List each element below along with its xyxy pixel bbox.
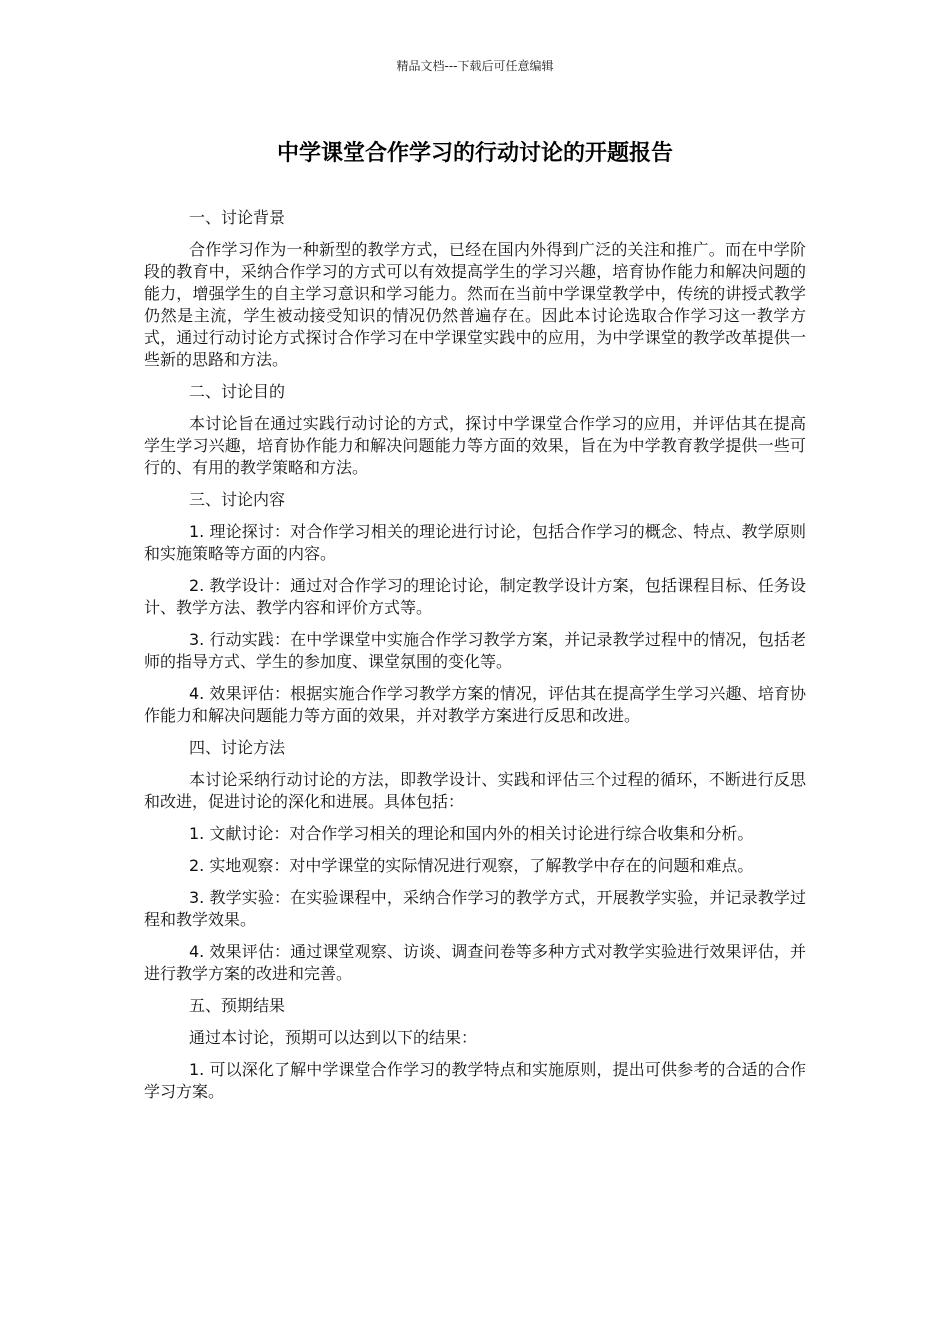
paragraph-expected: 通过本讨论，预期可以达到以下的结果： xyxy=(189,1028,478,1047)
section-heading-method: 四、讨论方法 xyxy=(189,738,286,757)
document-title: 中学课堂合作学习的行动讨论的开题报告 xyxy=(276,141,673,166)
section-heading-purpose: 二、讨论目的 xyxy=(189,382,286,401)
section-heading-expected: 五、预期结果 xyxy=(189,996,286,1015)
document-body xyxy=(144,207,806,1113)
method-item-2: 2. 实地观察：对中学课堂的实际情况进行观察，了解教学中存在的问题和难点。 xyxy=(189,856,754,875)
section-heading-background: 一、讨论背景 xyxy=(189,208,286,227)
paragraph-purpose: 本讨论旨在通过实践行动讨论的方式，探讨中学课堂合作学习的应用，并评估其在提高学生学习兴趣，培育协作能力和解决问题能力等方面的效果，旨在为中学教育教学提供一些可行的、有用的教学策略和方法。 xyxy=(144,414,806,477)
method-item-1: 1. 文献讨论：对合作学习相关的理论和国内外的相关讨论进行综合收集和分析。 xyxy=(189,824,754,843)
method-item-3: 3. 教学实验：在实验课程中，采纳合作学习的教学方式，开展教学实验，并记录教学过程和教学效果。 xyxy=(144,888,806,929)
expected-item-1: 1. 可以深化了解中学课堂合作学习的教学特点和实施原则，提出可供参考的合适的合作学习方案。 xyxy=(144,1060,806,1101)
paragraph-method: 本讨论采纳行动讨论的方法，即教学设计、实践和评估三个过程的循环，不断进行反思和改进，促进讨论的深化和进展。具体包括： xyxy=(144,770,806,811)
content-item-1: 1. 理论探讨：对合作学习相关的理论进行讨论，包括合作学习的概念、特点、教学原则和实施策略等方面的内容。 xyxy=(144,522,806,563)
content-item-4: 4. 效果评估：根据实施合作学习教学方案的情况，评估其在提高学生学习兴趣、培育协作能力和解决问题能力等方面的效果，并对教学方案进行反思和改进。 xyxy=(144,684,806,725)
content-item-3: 3. 行动实践：在中学课堂中实施合作学习教学方案，并记录教学过程中的情况，包括老师的指导方式、学生的参加度、课堂氛围的变化等。 xyxy=(144,630,806,671)
method-item-4: 4. 效果评估：通过课堂观察、访谈、调查问卷等多种方式对教学实验进行效果评估，并进行教学方案的改进和完善。 xyxy=(144,942,806,983)
content-item-2: 2. 教学设计：通过对合作学习的理论讨论，制定教学设计方案，包括课程目标、任务设计、教学方法、教学内容和评价方式等。 xyxy=(144,576,806,617)
section-heading-content: 三、讨论内容 xyxy=(189,490,286,509)
paragraph-background: 合作学习作为一种新型的教学方式，已经在国内外得到广泛的关注和推广。而在中学阶段的教育中，采纳合作学习的方式可以有效提高学生的学习兴趣，培育协作能力和解决问题的能力，增强学生的自主学习意识和学习能力。然而在当前中学课堂教学中，传统的讲授式教学仍然是主流，学生被动接受知识的情况仍然普遍存在。因此本讨论选取合作学习这一教学方式，通过行动讨论方式探讨合作学习在中学课堂实践中的应用，为中学课堂的教学改革提供一些新的思路和方法。 xyxy=(144,240,806,369)
header-note: 精品文档---下载后可任意编辑 xyxy=(396,59,554,73)
